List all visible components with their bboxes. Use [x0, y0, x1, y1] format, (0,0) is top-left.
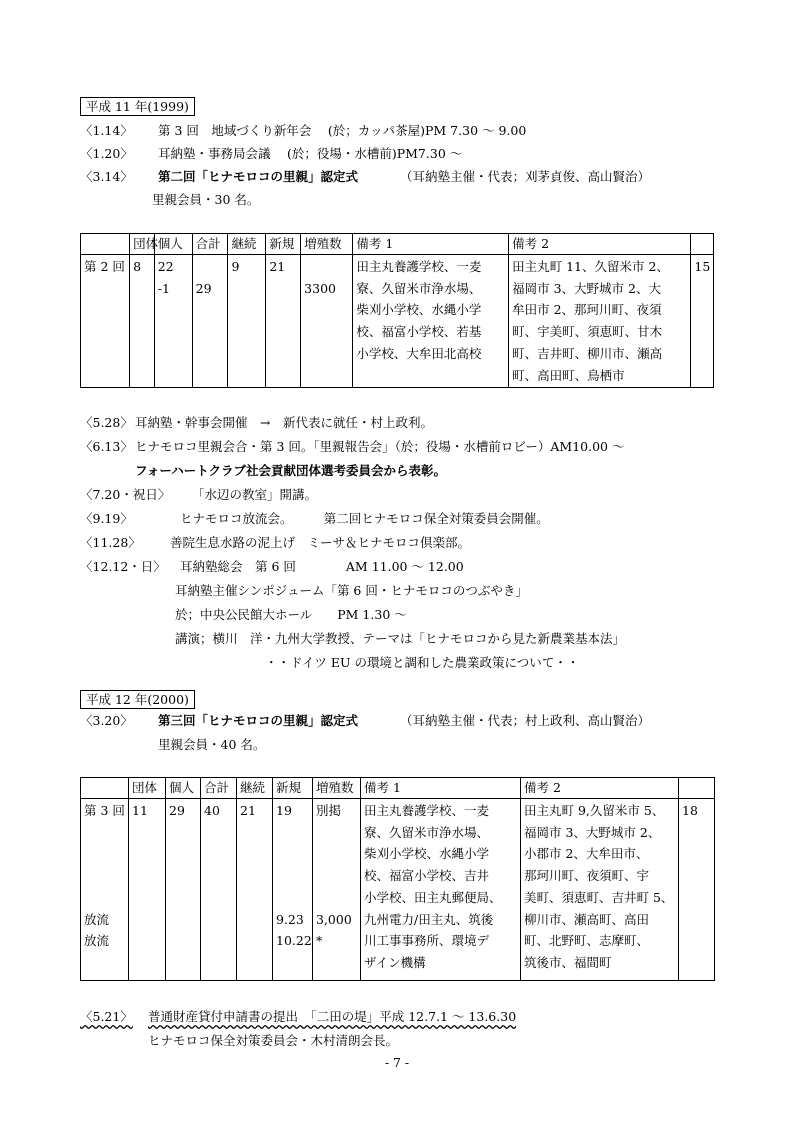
header-cell: 継続: [237, 778, 273, 799]
biko2-cell: 田主丸町 9,久留米市 5、 福岡市 3、大野城市 2、 小郡市 2、大牟田市、 那珂川町、夜須町、宇 美町、須恵町、吉井町 5、 柳川市、瀬高町、高田 町、北野町、志摩町、 筑後市、福間町: [521, 799, 679, 981]
entry-date: 〈3.20〉: [80, 713, 133, 728]
header-cell: [81, 778, 129, 799]
header-cell: 増殖数: [313, 778, 361, 799]
entry-text: ヒナモロコ放流会。 第二回ヒナモロコ保全対策委員会開催。: [180, 511, 549, 526]
entry-date: 〈12.12・日〉: [80, 559, 166, 574]
entry-subtext: ・・ドイツ EU の環境と調和した農業政策について・・: [265, 655, 580, 670]
entry-subtext-bold: フォーハートクラブ社会貢献団体選考委員会から表彰。: [135, 463, 447, 478]
entry-text: ヒナモロコ里親会合・第 3 回。「里親報告会」（於；役場・水槽前ロビー）AM10.00 ～: [135, 439, 625, 454]
header-cell: 個人: [166, 778, 201, 799]
entry-date: 〈5.21〉: [80, 1009, 133, 1024]
header-cell: 備考 2: [509, 234, 691, 255]
table-row: [81, 255, 714, 388]
kojin-cell: 29: [166, 799, 201, 981]
keizoku-cell: 21: [237, 799, 273, 981]
biko2-cell: 田主丸町 11、久留米市 2、 福岡市 3、大野城市 2、大 牟田市 2、那珂川町、夜須 町、宇美町、須恵町、甘木 町、吉井町、柳川市、瀬高 町、高田町、鳥栖市: [509, 255, 691, 388]
entry-date: 〈5.28〉: [80, 415, 133, 430]
goukei-cell: 29: [192, 255, 228, 388]
table-header-row: [81, 778, 715, 799]
header-cell: 合計: [201, 778, 237, 799]
table-header-row: [81, 234, 714, 255]
header-cell: [679, 778, 715, 799]
entry-subtext: 耳納塾主催シンポジューム「第 6 回・ヒナモロコのつぶやき」: [175, 583, 528, 598]
entry-date: 〈1.20〉: [80, 146, 133, 161]
entry-text: （耳納塾主催・代表；刈茅貞俊、高山賢治）: [400, 169, 651, 184]
zoushoku-cell: 別掲 3,000 *: [313, 799, 361, 981]
entry-date: 〈11.28〉: [80, 535, 141, 550]
biko1-cell: 田主丸養護学校、一麦 寮、久留米市浄水場、 柴刈小学校、水縄小学 校、福富小学校、若基 小学校、大牟田北高校: [353, 255, 509, 388]
year-label-1999: 平成 11 年(1999): [80, 97, 195, 116]
entry-subtext: ヒナモロコ保全対策委員会・木村清朗会長。: [148, 1033, 399, 1048]
shinki-cell: 21: [266, 255, 301, 388]
last-cell: 15: [691, 255, 714, 388]
header-cell: 備考 1: [353, 234, 509, 255]
entry-text: 普通財産貸付申請書の提出 「二田の堤」平成 12.7.1 ～ 13.6.30: [148, 1009, 517, 1024]
header-cell: [81, 234, 130, 255]
header-cell: 備考 2: [521, 778, 679, 799]
keizoku-cell: 9: [228, 255, 266, 388]
entry-date: 〈7.20・祝日〉: [80, 487, 171, 502]
entry-subtext: 里親会員・30 名。: [152, 192, 260, 207]
entry-date: 〈3.14〉: [80, 169, 133, 184]
table-row: [81, 799, 715, 981]
entry-text: 善院生息水路の泥上げ ミーサ＆ヒナモロコ倶楽部。: [170, 535, 471, 550]
header-cell: 個人: [154, 234, 192, 255]
header-cell: 団体: [130, 234, 155, 255]
entry-subtext: 里親会員・40 名。: [158, 737, 266, 752]
header-cell: [691, 234, 714, 255]
page-number: - 7 -: [384, 1055, 410, 1070]
entry-title-bold: 第三回「ヒナモロコの里親」認定式: [158, 713, 359, 728]
header-cell: 合計: [192, 234, 228, 255]
kojin-cell: 22 -1: [154, 255, 192, 388]
entry-subtext: 於；中央公民館大ホール PM 1.30 ～: [175, 607, 407, 622]
biko1-cell: 田主丸養護学校、一麦 寮、久留米市浄水場、 柴刈小学校、水縄小学 校、福富小学校、吉井 小学校、田主丸郵便局、 九州電力/田主丸、筑後 川工事事務所、環境デ ザイン機構: [361, 799, 521, 981]
header-cell: 団体: [129, 778, 166, 799]
row-label-cell: 第 3 回 放流 放流: [81, 799, 129, 981]
dantai-cell: 11: [129, 799, 166, 981]
shinki-cell: 19 9.23 10.22: [273, 799, 313, 981]
entry-text: 第 3 回 地域づくり新年会 (於；カッパ茶屋)PM 7.30 ～ 9.00: [158, 123, 527, 138]
record-table-1999: [80, 233, 714, 388]
entry-text: 耳納塾・幹事会開催 → 新代表に就任・村上政利。: [135, 415, 433, 430]
zoushoku-cell: 3300: [301, 255, 353, 388]
entry-subtext: 講演；横川 洋・九州大学教授、テーマは「ヒナモロコから見た新農業基本法」: [175, 631, 626, 646]
goukei-cell: 40: [201, 799, 237, 981]
year-label-2000: 平成 12 年(2000): [80, 690, 195, 709]
entry-text: 耳納塾・事務局会議 (於；役場・水槽前)PM7.30 ～: [158, 146, 463, 161]
entry-title-bold: 第二回「ヒナモロコの里親」認定式: [158, 169, 359, 184]
header-cell: 継続: [228, 234, 266, 255]
entry-date: 〈9.19〉: [80, 511, 133, 526]
record-table-2000: [80, 777, 715, 981]
row-label-cell: 第 2 回: [81, 255, 130, 388]
header-cell: 備考 1: [361, 778, 521, 799]
entry-text: 耳納塾総会 第 6 回 AM 11.00 ～ 12.00: [180, 559, 464, 574]
header-cell: 新規: [266, 234, 301, 255]
entry-date: 〈6.13〉: [80, 439, 133, 454]
entry-date: 〈1.14〉: [80, 123, 133, 138]
header-cell: 新規: [273, 778, 313, 799]
entry-text: （耳納塾主催・代表；村上政利、高山賢治）: [400, 713, 651, 728]
dantai-cell: 8: [130, 255, 155, 388]
last-cell: 18: [679, 799, 715, 981]
entry-text: 「水辺の教室」開講。: [192, 487, 318, 502]
header-cell: 増殖数: [301, 234, 353, 255]
